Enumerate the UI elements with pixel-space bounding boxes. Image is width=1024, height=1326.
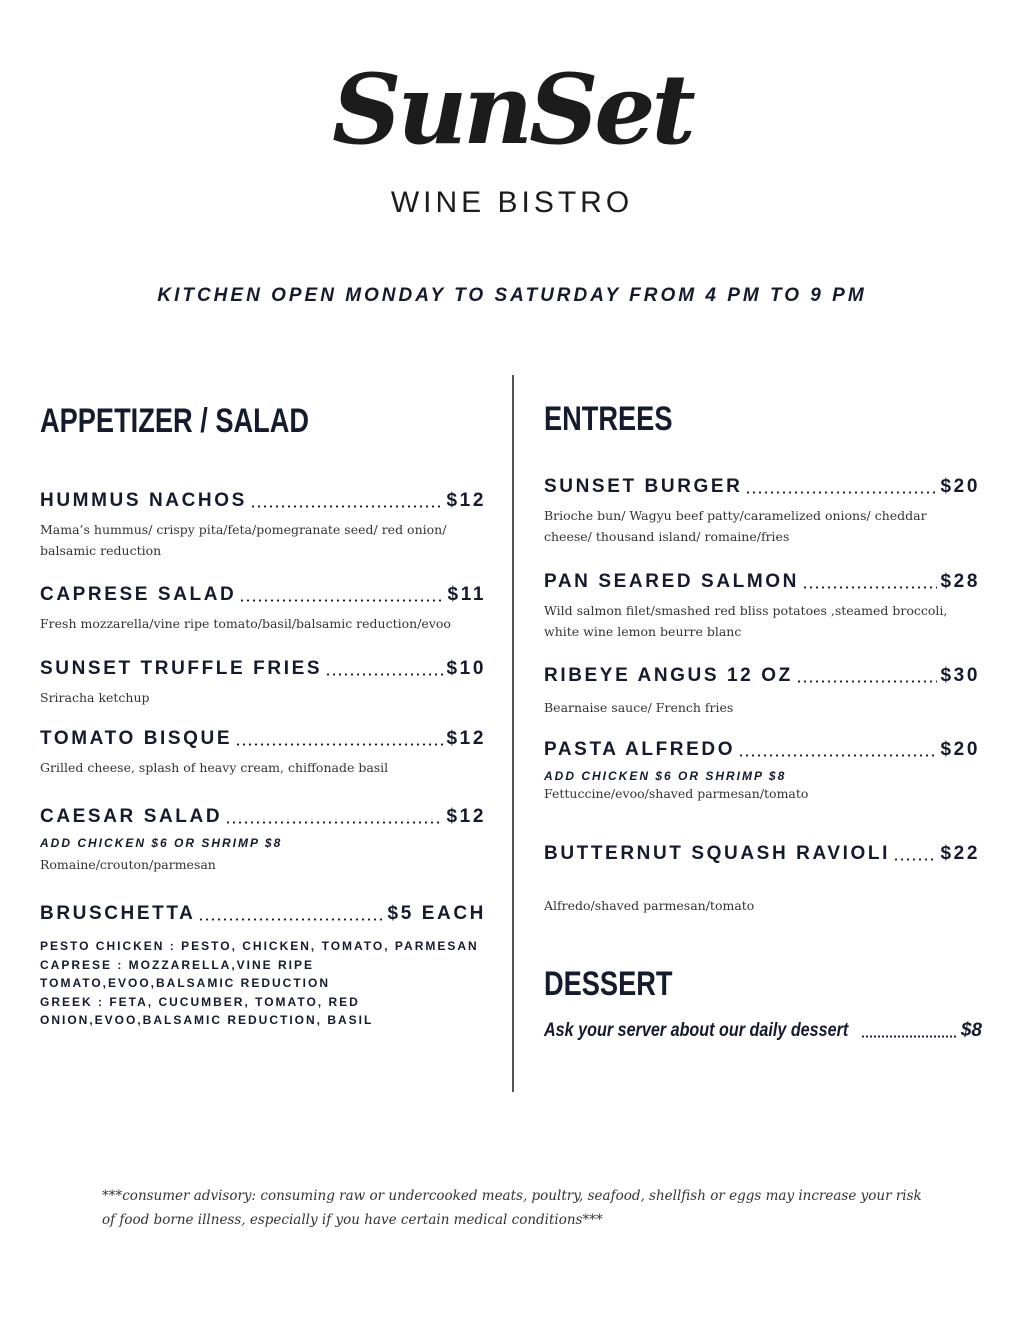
dot-leader	[250, 505, 444, 508]
item-price: $22	[940, 843, 980, 864]
section-title-entrees: ENTREES	[544, 400, 673, 438]
dot-leader	[738, 754, 937, 757]
menu-item	[40, 728, 486, 778]
bruschetta-options	[40, 937, 486, 1030]
logo-subtitle: WINE BISTRO	[390, 186, 634, 219]
bruschetta-option: PESTO CHICKEN : PESTO, CHICKEN, TOMATO, PARMESAN	[40, 939, 479, 953]
dot-leader	[796, 680, 938, 683]
menu-item	[40, 806, 486, 875]
item-addon: ADD CHICKEN $6 OR SHRIMP $8	[40, 836, 283, 850]
item-price: $10	[446, 658, 486, 679]
item-description: Fresh mozzarella/vine ripe tomato/basil/balsamic reduction/evoo	[40, 616, 451, 631]
item-price: $12	[446, 490, 486, 511]
item-description: Brioche bun/ Wagyu beef patty/caramelized onions/ cheddar cheese/ thousand island/ romaine/fries	[544, 508, 927, 544]
item-price: $28	[940, 571, 980, 592]
menu-item	[544, 476, 980, 547]
item-price: $30	[940, 665, 980, 686]
item-price: $12	[446, 728, 486, 749]
item-name: BUTTERNUT SQUASH RAVIOLI	[544, 843, 890, 864]
item-name: RIBEYE ANGUS 12 OZ	[544, 665, 793, 686]
menu-item	[40, 903, 486, 1030]
dot-leader	[861, 1035, 958, 1038]
column-divider	[512, 375, 514, 1092]
dot-leader	[893, 858, 937, 861]
menu-item	[40, 658, 486, 708]
menu-item	[544, 665, 980, 718]
dot-leader	[225, 821, 443, 824]
item-description: Bearnaise sauce/ French fries	[544, 700, 734, 715]
item-price: $11	[447, 584, 486, 605]
item-name: BRUSCHETTA	[40, 903, 196, 924]
item-description: Mama’s hummus/ crispy pita/feta/pomegranate seed/ red onion/ balsamic reduction	[40, 522, 447, 558]
item-price: $20	[940, 476, 980, 497]
section-title-dessert: DESSERT	[544, 965, 673, 1003]
item-price: $5 EACH	[387, 903, 486, 924]
item-name: SUNSET BURGER	[544, 476, 743, 497]
dessert-line	[544, 1020, 982, 1042]
item-price: $12	[446, 806, 486, 827]
dot-leader	[235, 743, 443, 746]
item-description: Romaine/crouton/parmesan	[40, 857, 216, 872]
item-name: CAESAR SALAD	[40, 806, 223, 827]
bruschetta-option: GREEK : FETA, CUCUMBER, TOMATO, RED ONION,EVOO,BALSAMIC REDUCTION, BASIL	[40, 994, 374, 1027]
dot-leader	[802, 586, 938, 589]
item-addon: ADD CHICKEN $6 OR SHRIMP $8	[544, 769, 787, 783]
item-description: Fettuccine/evoo/shaved parmesan/tomato	[544, 786, 809, 801]
item-name: SUNSET TRUFFLE FRIES	[40, 658, 323, 679]
menu-item	[544, 739, 980, 804]
dot-leader	[325, 673, 443, 676]
item-name: PAN SEARED SALMON	[544, 571, 799, 592]
menu-item	[544, 843, 980, 916]
item-name: HUMMUS NACHOS	[40, 490, 247, 511]
menu-item	[40, 490, 486, 561]
item-description: Sriracha ketchup	[40, 690, 150, 705]
section-title-appetizer: APPETIZER / SALAD	[40, 402, 309, 440]
dessert-price: $8	[960, 1020, 982, 1041]
kitchen-hours: KITCHEN OPEN MONDAY TO SATURDAY FROM 4 PM TO 9 PM	[157, 285, 867, 306]
menu-item	[40, 584, 486, 634]
menu-item	[544, 571, 980, 642]
dessert-text: Ask your server about our daily dessert	[544, 1020, 849, 1041]
item-name: PASTA ALFREDO	[544, 739, 736, 760]
item-name: TOMATO BISQUE	[40, 728, 233, 749]
item-price: $20	[940, 739, 980, 760]
item-description: Wild salmon filet/smashed red bliss potatoes ,steamed broccoli, white wine lemon beurre blanc	[544, 603, 948, 639]
logo: SunSet	[332, 53, 692, 166]
consumer-advisory: ***consumer advisory: consuming raw or undercooked meats, poultry, seafood, shellfish or eggs may increase your risk of food borne illness, especially if you have certain medical conditions***	[102, 1188, 922, 1228]
dot-leader	[198, 918, 384, 921]
dot-leader	[745, 491, 937, 494]
item-description: Alfredo/shaved parmesan/tomato	[544, 898, 755, 913]
bruschetta-option: CAPRESE : MOZZARELLA,VINE RIPE TOMATO,EVOO,BALSAMIC REDUCTION	[40, 957, 331, 990]
item-description: Grilled cheese, splash of heavy cream, chiffonade basil	[40, 760, 389, 775]
dot-leader	[239, 599, 444, 602]
item-name: CAPRESE SALAD	[40, 584, 237, 605]
